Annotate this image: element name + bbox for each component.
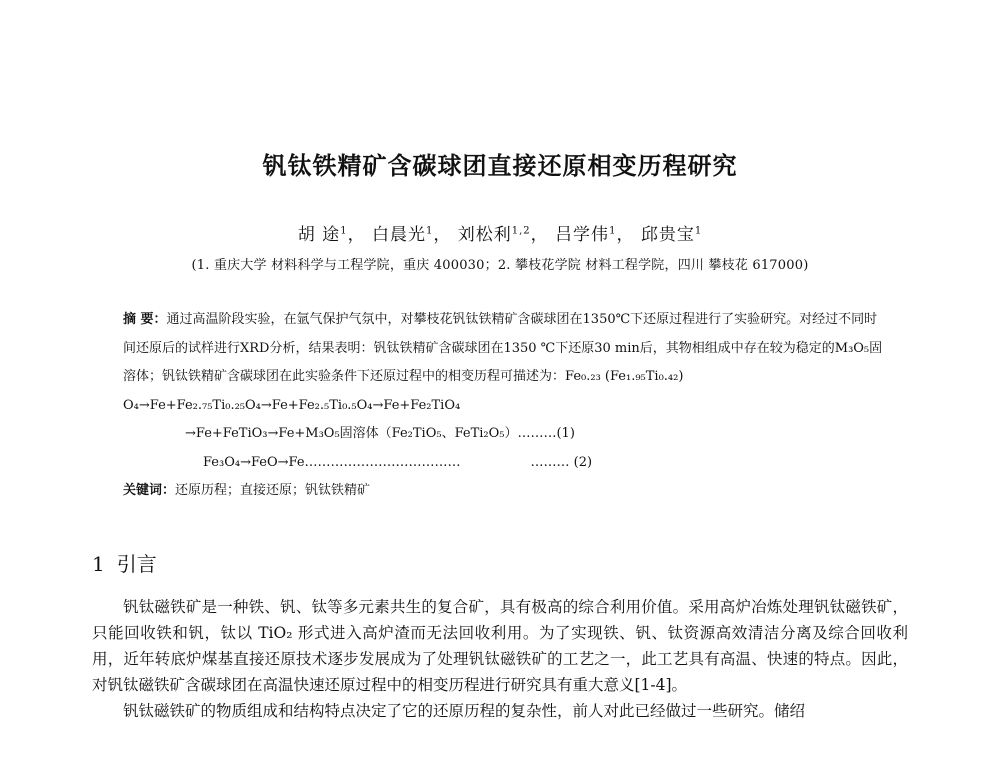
abstract-paragraph (123, 306, 883, 420)
author-separator: ， (347, 225, 366, 245)
author-name: 白晨光 (371, 225, 426, 245)
author-name: 胡 途 (297, 225, 341, 245)
affiliation: (1. 重庆大学 材料科学与工程学院，重庆 400030；2. 攀枝花学院 材料工程学院，四川 攀枝花 617000) (191, 258, 809, 273)
equation-2 (123, 449, 883, 478)
equation-2-number: ……… (2) (530, 454, 593, 470)
abstract-block (123, 306, 883, 506)
equation-1: →Fe+FeTiO₃→Fe+M₃O₅固溶体（Fe₂TiO₅、FeTi₂O₅）………(1) (185, 426, 575, 441)
author-name: 吕学伟 (555, 225, 610, 245)
author-affiliation-mark: 1 (425, 225, 434, 237)
author-name: 刘松利 (457, 225, 512, 245)
abstract-label: 摘 要： (123, 312, 167, 327)
author-affiliation-mark: 1 (340, 225, 348, 237)
keywords-text: 还原历程；直接还原；钒钛铁精矿 (175, 483, 371, 498)
paragraph: 钒钛磁铁矿的物质组成和结构特点决定了它的还原历程的复杂性，前人对此已经做过一些研究。储绍 (123, 702, 806, 720)
section-title: 引言 (116, 552, 157, 576)
paper-title: 钒钛铁精矿含碳球团直接还原相变历程研究 (262, 152, 738, 180)
author-separator: ， (433, 225, 452, 245)
keywords-label: 关键词： (123, 483, 176, 498)
section-number: 1 (92, 552, 105, 576)
equation-2-body: Fe₃O₄→FeO→Fe……………………………… (203, 454, 461, 470)
paragraph: 钒钛磁铁矿是一种铁、钒、钛等多元素共生的复合矿，具有极高的综合利用价值。采用高炉冶炼处理钒钛磁铁矿，只能回收铁和钒，钛以 TiO₂ 形式进入高炉渣而无法回收利用。为了实现铁、钒、钛资源高效清洁分离及综合回收利用，近年转底炉煤基直接还原技术逐步发展成为了处理钒钛磁铁矿的工艺之一，此工艺具有高温、快速的特点。因此，对钒钛磁铁矿含碳球团在高温快速还原过程中的相变历程进行研究具有重大意义[1-4]。 (92, 598, 908, 694)
author-list (0, 220, 1000, 245)
author-name: 邱贵宝 (640, 225, 695, 245)
equation-line-a: Fe₀.₂₃ (Fe₁.₉₅Ti₀.₄₂) O₄→Fe+Fe₂.₇₅Ti₀.₂₅O₄→Fe+Fe₂.₅Ti₀.₅O₄→Fe+Fe₂TiO₄ (123, 369, 684, 413)
author-affiliation-mark: 1,2 (511, 225, 531, 237)
body-text (92, 594, 908, 724)
keywords (123, 477, 883, 506)
section-heading (92, 548, 157, 577)
author-affiliation-mark: 1 (694, 225, 703, 237)
author-separator: ， (616, 225, 635, 245)
author-affiliation-mark: 1 (609, 225, 617, 237)
author-separator: ， (530, 225, 549, 245)
abstract-text: 通过高温阶段实验，在氩气保护气氛中，对攀枝花钒钛铁精矿含碳球团在1350℃下还原过程进行了实验研究。对经过不同时间还原后的试样进行XRD分析，结果表明：钒钛铁精矿含碳球团在1350 ℃下还原30 min后，其物相组成中存在较为稳定的M₃O₅固溶体；钒钛铁精矿含碳球团在此实验条件下还原过程中的相变历程可描述为： (123, 312, 883, 384)
